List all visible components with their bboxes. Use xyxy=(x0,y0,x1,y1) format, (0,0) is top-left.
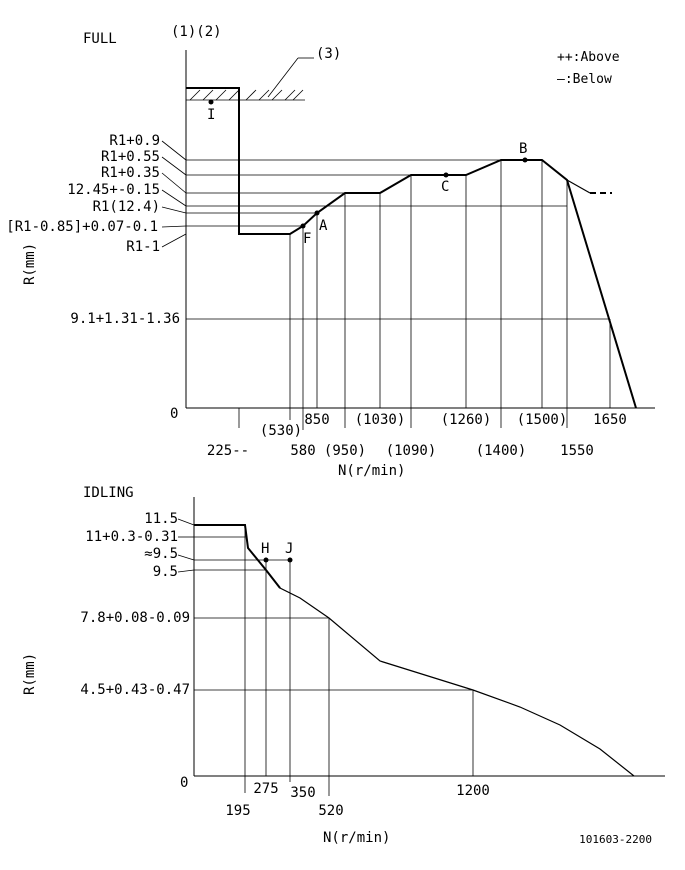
legend-above: ++:Above xyxy=(557,50,620,65)
point-J: J xyxy=(285,541,294,557)
full-y-labels xyxy=(6,133,180,327)
point-H: H xyxy=(261,541,270,557)
full-section-label: FULL xyxy=(83,31,117,47)
point-F: F xyxy=(303,231,312,247)
idling-x-label-195: 195 xyxy=(225,803,251,819)
x-label-1550: 1550 xyxy=(560,443,594,459)
idling-y-label-approx-9-5: ≈9.5 xyxy=(144,546,178,562)
full-x-axis-label: N(r/min) xyxy=(338,463,406,479)
y-label-r1-minus-1: R1-1 xyxy=(126,239,160,255)
x-label-1650: 1650 xyxy=(593,412,627,428)
legend-below: —:Below xyxy=(557,72,612,87)
stop-hatch xyxy=(186,58,314,100)
x-label-1090: (1090) xyxy=(385,443,437,459)
idling-leaders xyxy=(178,519,194,572)
x-label-1400: (1400) xyxy=(475,443,527,459)
idling-x-label-520: 520 xyxy=(318,803,344,819)
idling-y-label-4-5: 4.5+0.43-0.47 xyxy=(80,682,190,698)
idling-reference-lines xyxy=(194,525,473,796)
full-point-markers xyxy=(209,100,528,229)
point-I: I xyxy=(207,107,216,123)
full-origin-label: 0 xyxy=(170,406,179,422)
idling-x-label-1200: 1200 xyxy=(456,783,490,799)
point-C: C xyxy=(441,179,450,195)
point-B: B xyxy=(519,141,528,157)
y-label-r1-12-4: R1(12.4) xyxy=(92,199,160,215)
x-label-225: 225-- xyxy=(206,443,250,459)
full-reference-lines xyxy=(186,160,610,319)
y-label-r1-plus-0-9: R1+0.9 xyxy=(109,133,160,149)
x-label-1030: (1030) xyxy=(354,412,406,428)
idling-x-label-275: 275 xyxy=(253,781,279,797)
idling-y-label-7-8: 7.8+0.08-0.09 xyxy=(80,610,190,626)
x-label-580: 580 xyxy=(290,443,316,459)
idling-origin-label: 0 xyxy=(180,775,189,791)
y-label-r1-plus-0-55: R1+0.55 xyxy=(100,149,160,165)
x-label-850: 850 xyxy=(304,412,330,428)
idling-section-label: IDLING xyxy=(83,485,134,501)
x-label-530: (530) xyxy=(259,423,303,439)
full-leaders xyxy=(162,141,186,247)
point-A: A xyxy=(319,218,328,234)
idling-y-axis-label: R(mm) xyxy=(22,652,38,695)
y-label-12-45: 12.45+-0.15 xyxy=(67,182,160,198)
y-label-9-1: 9.1+1.31-1.36 xyxy=(70,311,180,327)
idling-x-axis-label: N(r/min) xyxy=(323,830,391,846)
document-id: 101603-2200 xyxy=(579,833,652,846)
full-y-axis-label: R(mm) xyxy=(22,242,38,285)
full-vertical-lines xyxy=(239,160,610,430)
idling-y-label-11: 11+0.3-0.31 xyxy=(85,529,178,545)
full-x-labels xyxy=(207,412,627,459)
full-top-label: (1)(2) xyxy=(171,24,222,40)
x-label-950: (950) xyxy=(323,443,367,459)
idling-y-labels xyxy=(80,511,190,698)
x-label-1500: (1500) xyxy=(516,412,568,428)
idling-y-label-11-5: 11.5 xyxy=(144,511,178,527)
idling-y-label-9-5: 9.5 xyxy=(152,564,178,580)
stop-label: (3) xyxy=(316,46,342,62)
y-label-r1-minus-0-85: [R1-0.85]+0.07-0.1 xyxy=(6,219,158,235)
x-label-1260: (1260) xyxy=(440,412,492,428)
idling-x-labels xyxy=(225,781,490,819)
idling-x-label-350: 350 xyxy=(290,785,316,801)
y-label-r1-plus-0-35: R1+0.35 xyxy=(100,165,160,181)
